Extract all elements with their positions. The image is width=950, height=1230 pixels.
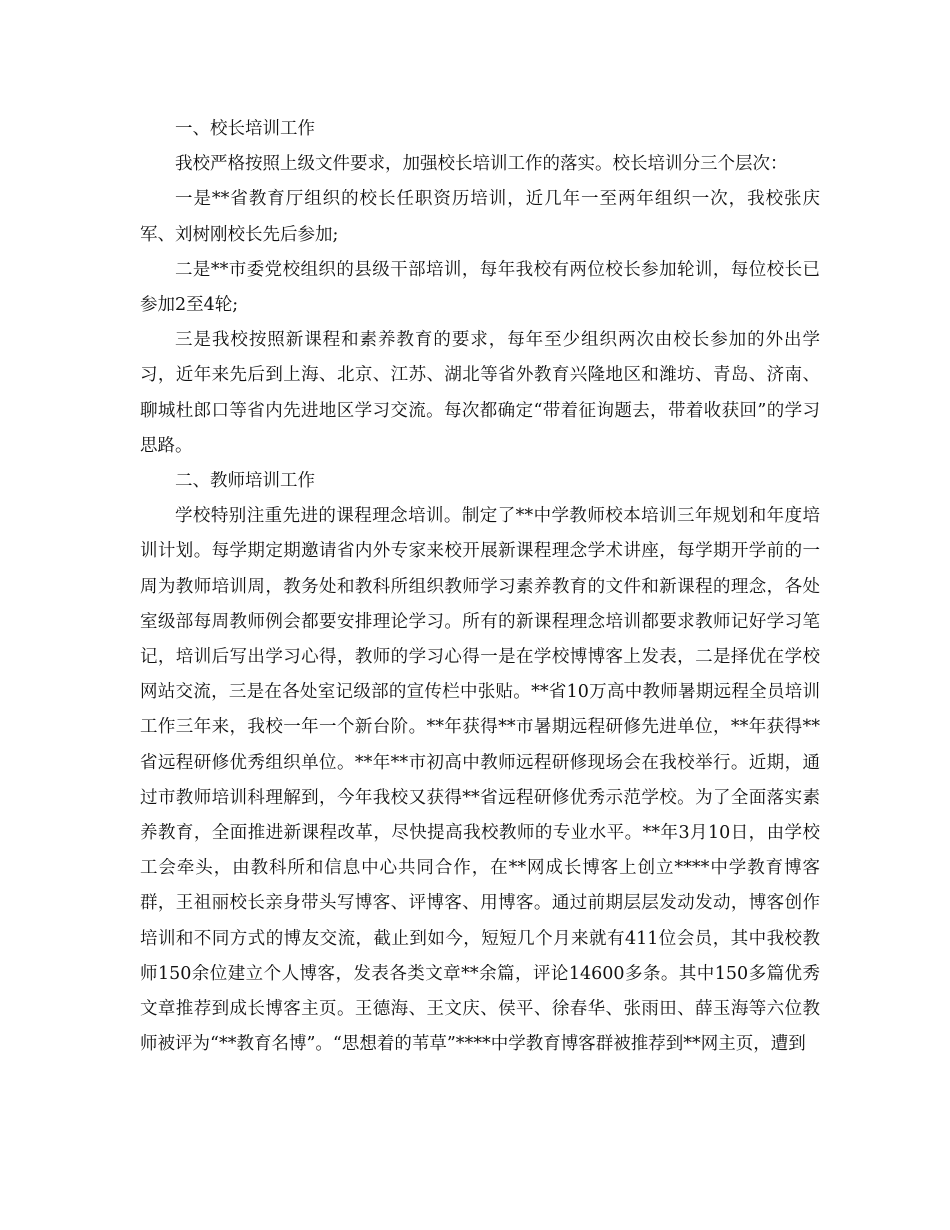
paragraph-teacher-training: 学校特别注重先进的课程理念培训。制定了**中学教师校本培训三年规划和年度培训计划。每学期定期邀请省内外专家来校开展新课程理念学术讲座，每学期开学前的一周为教师培训周，教务处和教科所组织教师学习素养教育的文件和新课程的理念，各处室级部每周教师例会都要安排理论学习。所有的新课程理念培训都要求教师记好学习笔记，培训后写出学习心得，教师的学习心得一是在学校博博客上发表，二是择优在学校网站交流，三是在各处室记级部的宣传栏中张贴。**省10万高中教师暑期远程全员培训工作三年来，我校一年一个新台阶。**年获得**市暑期远程研修先进单位，**年获得**省远程研修优秀组织单位。**年**市初高中教师远程研修现场会在我校举行。近期，通过市教师培训科理解到，今年我校又获得**省远程研修优秀示范学校。为了全面落实素养教育，全面推进新课程改革，尽快提高我校教师的专业水平。**年3月10日，由学校工会牵头，由教科所和信息中心共同合作，在**网成长博客上创立****中学教育博客群，王祖丽校长亲身带头写博客、评博客、用博客。通过前期层层发动发动，博客创作培训和不同方式的博友交流，截止到如今，短短几个月来就有411位会员，其中我校教师150余位建立个人博客，发表各类文章**余篇，评论14600多条。其中150多篇优秀文章推荐到成长博客主页。王德海、王文庆、侯平、徐春华、张雨田、薛玉海等六位教师被评为“**教育名博”。“思想着的苇草”****中学教育博客群被推荐到**网主页，遭到 [140, 506, 820, 1055]
paragraph-intro: 我校严格按照上级文件要求，加强校长培训工作的落实。校长培训分三个层次： [175, 154, 788, 175]
section-heading-principal-training: 一、校长培训工作 [175, 119, 315, 139]
paragraph-level-two: 二是**市委党校组织的县级干部培训，每年我校有两位校长参加轮训，每位校长已参加2至4轮; [140, 259, 820, 316]
paragraph-level-one: 一是**省教育厅组织的校长任职资历培训，近几年一至两年组织一次，我校张庆军、刘树刚校长先后参加; [140, 189, 820, 245]
section-heading-teacher-training: 二、教师培训工作 [175, 471, 315, 492]
document-body [140, 112, 820, 1062]
paragraph-level-three: 三是我校按照新课程和素养教育的要求，每年至少组织两次由校长参加的外出学习，近年来先后到上海、北京、江苏、湖北等省外教育兴隆地区和潍坊、青岛、济南、聊城杜郎口等省内先进地区学习交流。每次都确定“带着征询题去，带着收获回”的学习思路。 [140, 330, 820, 456]
